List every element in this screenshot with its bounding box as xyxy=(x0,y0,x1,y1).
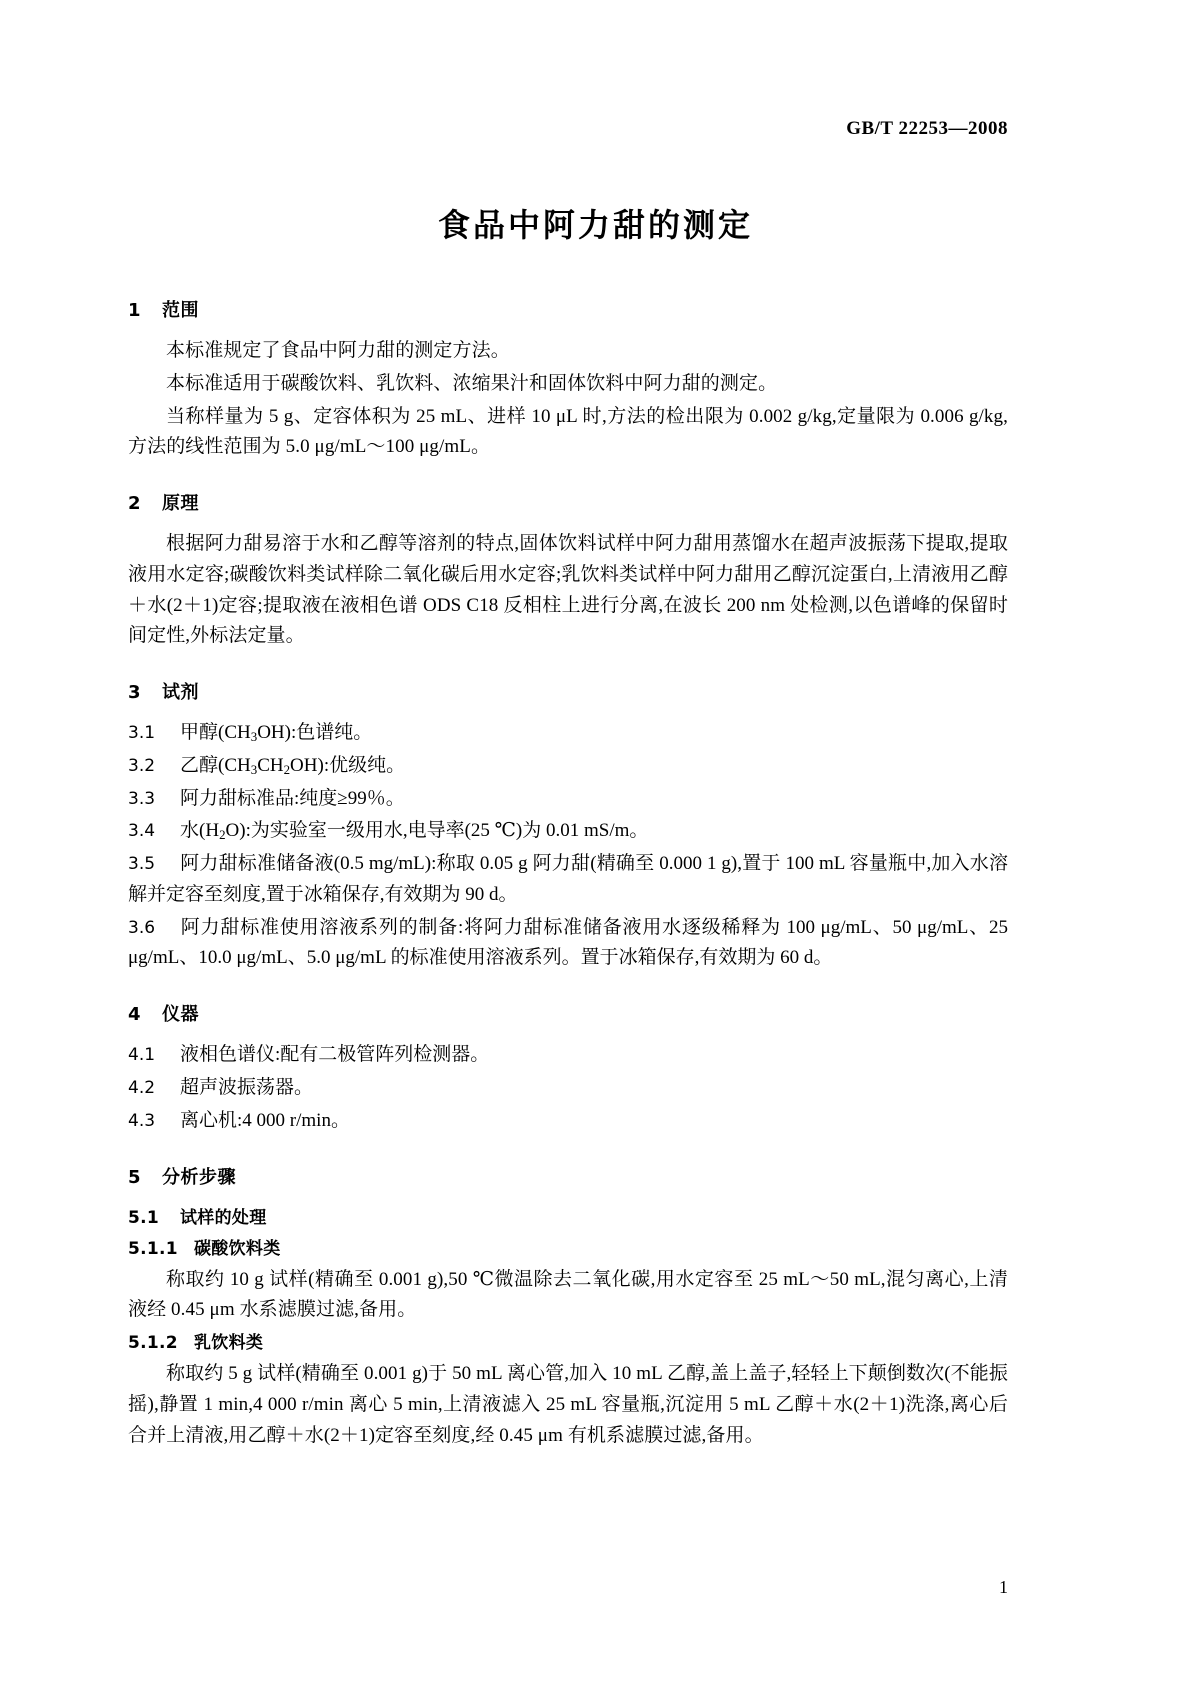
document-body xyxy=(128,296,1008,1453)
reagent-text-3-2: 乙醇$(CH_3CH_2OH)$:优级纯。 xyxy=(180,754,406,778)
reagent-item-3-5 xyxy=(128,849,1008,911)
subclause-5-1-1-text: 称取约 10 g 试样(精确至 0.001 g),50 ℃微温除去二氧化碳,用水定容至 25 mL～50 mL,混匀离心,上清液经 0.45 μm 水系滤膜过滤,备用。 xyxy=(128,1268,1008,1321)
subclause-5-1-2-text: 称取约 5 g 试样(精确至 0.001 g)于 50 mL 离心管,加入 10 mL 乙醇,盖上盖子,轻轻上下颠倒数次(不能振摇),静置 1 min,4 000 r/min 离心 5 min,上清液滤入 25 mL 容量瓶,沉淀用 5 mL 乙醇＋水(2＋1)洗涤,离心后合并上清液,用乙醇＋水(2＋1)定容至刻度,经 0.45 μm 有机系滤膜过滤,备用。 xyxy=(128,1363,1008,1446)
clause-1-number: 1 xyxy=(128,300,142,321)
clause-4-heading xyxy=(128,1000,1008,1026)
clause-3-number: 3 xyxy=(128,682,142,704)
page-title: 食品中阿力甜的测定 xyxy=(437,206,753,244)
clause-5-heading xyxy=(128,1163,1008,1189)
running-header xyxy=(128,118,1008,140)
reagent-label-3-2: 3.2 xyxy=(128,755,156,776)
clause-4-title: 仪器 xyxy=(162,1004,199,1026)
reagent-item-3-1 xyxy=(128,718,1008,749)
subclause-5-1-2-title: 乳饮料类 xyxy=(194,1333,264,1354)
instrument-text-4-2: 超声波振荡器。 xyxy=(180,1077,314,1099)
reagent-text-3-5: 阿力甜标准储备液(0.5 mg/mL):称取 0.05 g 阿力甜(精确至 0.000 1 g),置于 100 mL 容量瓶中,加入水溶解并定容至刻度,置于冰箱保存,有效期为 90 d。 xyxy=(128,853,1008,905)
clause-1-title: 范围 xyxy=(162,300,199,321)
instrument-label-4-1: 4.1 xyxy=(128,1045,156,1066)
reagent-item-3-3 xyxy=(128,784,1008,815)
instrument-item-4-3 xyxy=(128,1106,1008,1137)
clause-1-heading xyxy=(128,296,1008,322)
instrument-item-4-1 xyxy=(128,1040,1008,1071)
reagent-text-3-4: 水$(H_2O)$:为实验室一级用水,电导率(25 ℃)为 0.01 mS/m。 xyxy=(180,820,649,843)
clause-1-para-2: 本标准适用于碳酸饮料、乳饮料、浓缩果汁和固体饮料中阿力甜的测定。 xyxy=(166,372,778,394)
subclause-5-1-1-number: 5.1.1 xyxy=(128,1238,178,1259)
reagent-label-3-5: 3.5 xyxy=(128,854,156,875)
reagent-item-3-4 xyxy=(128,816,1008,847)
clause-2-section xyxy=(128,489,1008,515)
reagent-item-3-2 xyxy=(128,751,1008,782)
clause-3-heading xyxy=(128,678,1008,704)
subclause-5-1-2-number: 5.1.2 xyxy=(128,1333,178,1354)
clause-4-section xyxy=(128,1000,1008,1026)
subclause-5-1-1-heading xyxy=(128,1234,1008,1259)
reagent-label-3-1: 3.1 xyxy=(128,723,156,744)
clause-2-heading xyxy=(128,489,1008,515)
reagent-label-3-6: 3.6 xyxy=(128,917,156,938)
instrument-label-4-3: 4.3 xyxy=(128,1110,156,1131)
subclause-5-1-number: 5.1 xyxy=(128,1207,160,1228)
clause-3-section xyxy=(128,678,1008,704)
reagent-label-3-3: 3.3 xyxy=(128,788,156,809)
clause-1-section xyxy=(128,296,1008,322)
clause-3-title: 试剂 xyxy=(162,682,199,704)
page-number: 1 xyxy=(999,1577,1008,1597)
clause-5-section xyxy=(128,1163,1008,1189)
subclause-5-1-title: 试样的处理 xyxy=(180,1207,267,1228)
reagent-text-3-1: 甲醇$(CH_3OH)$:色谱纯。 xyxy=(180,722,373,745)
instrument-label-4-2: 4.2 xyxy=(128,1078,156,1099)
clause-5-number: 5 xyxy=(128,1166,142,1188)
clause-1-para-1: 本标准规定了食品中阿力甜的测定方法。 xyxy=(166,340,510,361)
clause-2-para-1: 根据阿力甜易溶于水和乙醇等溶剂的特点,固体饮料试样中阿力甜用蒸馏水在超声波振荡下提取,提取液用水定容;碳酸饮料类试样除二氧化碳后用水定容;乳饮料类试样中阿力甜用乙醇沉淀蛋白,上清液用乙醇＋水(2＋1)定容;提取液在液相色谱 ODS C18 反相柱上进行分离,在波长 200 nm 处检测,以色谱峰的保留时间定性,外标法定量。 xyxy=(128,533,1008,647)
subclause-5-1-1-title: 碳酸饮料类 xyxy=(194,1238,281,1259)
instrument-text-4-1: 液相色谱仪:配有二极管阵列检测器。 xyxy=(180,1044,490,1066)
reagent-label-3-4: 3.4 xyxy=(128,821,156,842)
clause-2-title: 原理 xyxy=(162,493,199,515)
clause-4-number: 4 xyxy=(128,1004,142,1026)
reagent-text-3-3: 阿力甜标准品:纯度≥99％。 xyxy=(180,787,405,809)
reagent-text-3-6: 阿力甜标准使用溶液系列的制备:将阿力甜标准储备液用水逐级稀释为 100 μg/mL、50 μg/mL、25 μg/mL、10.0 μg/mL、5.0 μg/mL 的标准使用溶液系列。置于冰箱保存,有效期为 60 d。 xyxy=(128,916,1008,969)
standard-number: GB/T 22253—2008 xyxy=(846,118,1008,139)
clause-1-para-3: 当称样量为 5 g、定容体积为 25 mL、进样 10 μL 时,方法的检出限为 0.002 g/kg,定量限为 0.006 g/kg,方法的线性范围为 5.0 μg/mL～100 μg/mL。 xyxy=(128,405,1008,458)
clause-5-title: 分析步骤 xyxy=(162,1166,236,1188)
subclause-5-1-heading xyxy=(128,1203,1008,1228)
instrument-item-4-2 xyxy=(128,1073,1008,1104)
subclause-5-1-2-heading xyxy=(128,1328,1008,1353)
reagent-item-3-6 xyxy=(128,913,1008,975)
clause-2-number: 2 xyxy=(128,493,142,515)
instrument-text-4-3: 离心机:4 000 r/min。 xyxy=(180,1109,350,1131)
